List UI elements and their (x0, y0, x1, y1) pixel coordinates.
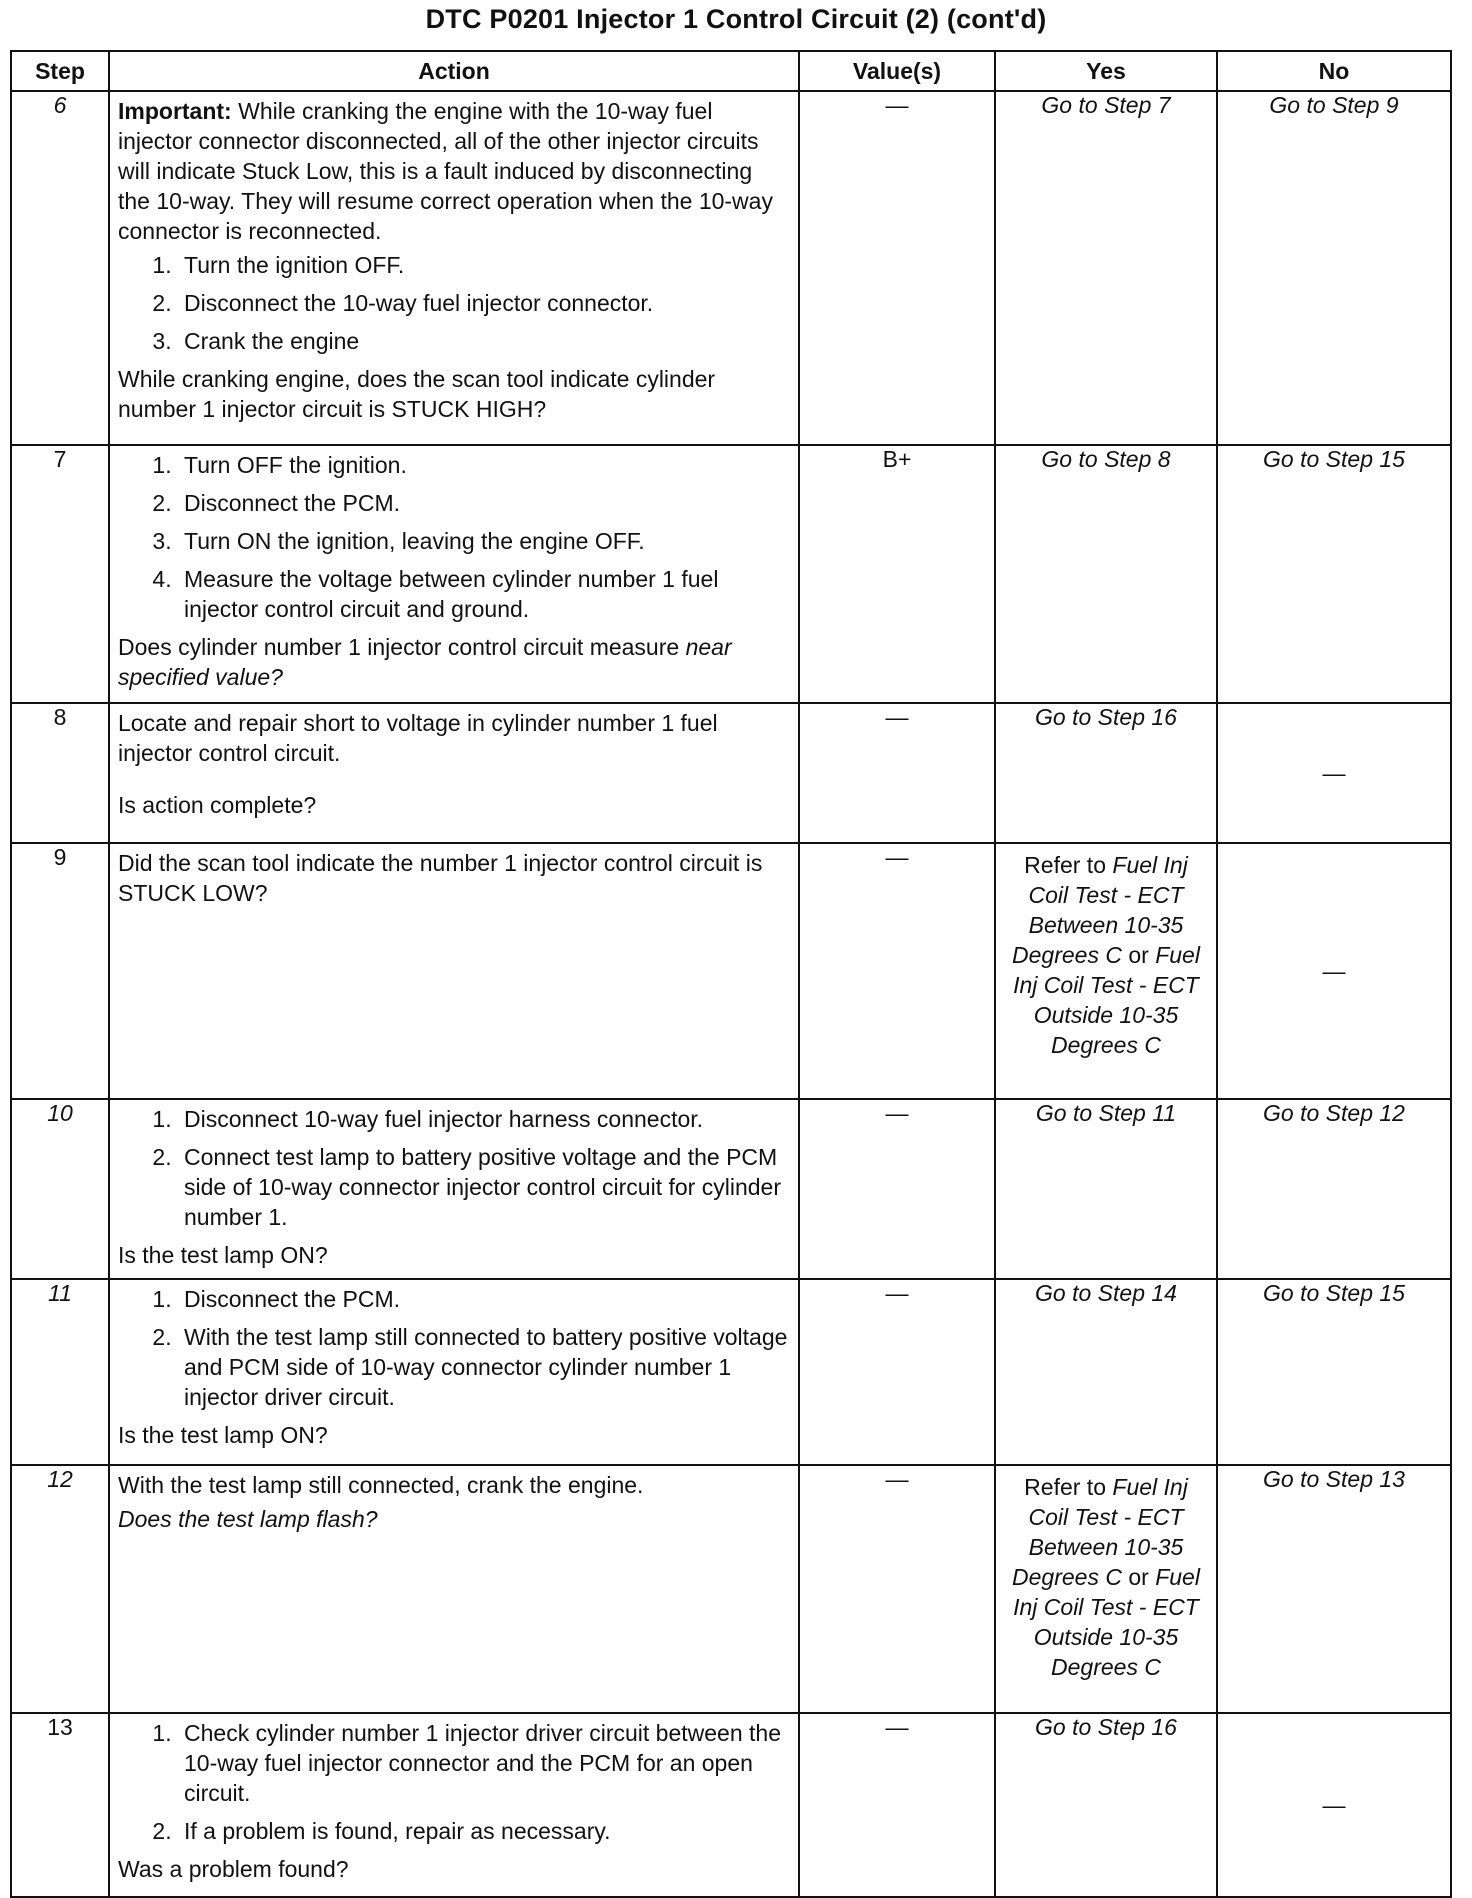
yes-cell (995, 1279, 1217, 1465)
table-row-step-11 (11, 1279, 1451, 1465)
reference-link-between[interactable]: Fuel Inj Coil Test - ECT Between 10-35 Degrees C (1012, 1474, 1188, 1590)
table-row-step-6 (11, 91, 1451, 445)
value-cell: — (799, 1279, 995, 1465)
action-text: Locate and repair short to voltage in cylinder number 1 fuel injector control circuit. (118, 710, 718, 766)
action-cell (109, 91, 799, 445)
value-cell: — (799, 843, 995, 1099)
value-cell: — (799, 91, 995, 445)
goto-link[interactable]: Go to Step 15 (1263, 446, 1405, 472)
goto-link[interactable]: Go to Step 9 (1269, 92, 1399, 118)
action-question: Does cylinder number 1 injector control circuit measure near specified value? (118, 634, 732, 690)
step-number: 8 (11, 703, 109, 843)
yes-cell (995, 1465, 1217, 1713)
reference-link-outside[interactable]: Fuel Inj Coil Test - ECT Outside 10-35 Degrees C (1013, 942, 1200, 1058)
action-step-1: 1. Check cylinder number 1 injector driver circuit between the 10-way fuel injector connector and the PCM for an open circuit. (178, 1718, 790, 1808)
action-cell (109, 1279, 799, 1465)
reference-text: Refer to Fuel Inj Coil Test - ECT Between 10-35 Degrees C or Fuel Inj Coil Test - ECT Outside 10-35 Degrees C (1012, 852, 1200, 1058)
value-cell: — (799, 1465, 995, 1713)
action-step-3: 3. Crank the engine (178, 326, 790, 356)
goto-link[interactable]: Go to Step 7 (1041, 92, 1171, 118)
action-cell (109, 1713, 799, 1897)
yes-cell (995, 445, 1217, 703)
no-cell: — (1217, 1713, 1451, 1897)
header-yes: Yes (995, 51, 1217, 91)
yes-cell (995, 91, 1217, 445)
goto-link[interactable]: Go to Step 12 (1263, 1100, 1405, 1126)
action-step-2: 2. With the test lamp still connected to battery positive voltage and PCM side of 10-way connector cylinder number 1 injector driver circuit. (178, 1322, 790, 1412)
action-text: Did the scan tool indicate the number 1 injector control circuit is STUCK LOW? (118, 850, 763, 906)
table-row-step-7 (11, 445, 1451, 703)
action-step-2: 2. Disconnect the PCM. (178, 488, 790, 518)
action-step-2: 2. Disconnect the 10-way fuel injector connector. (178, 288, 790, 318)
header-values: Value(s) (799, 51, 995, 91)
action-cell (109, 445, 799, 703)
goto-link[interactable]: Go to Step 16 (1035, 704, 1177, 730)
value-cell: B+ (799, 445, 995, 703)
value-cell: — (799, 1713, 995, 1897)
header-action: Action (109, 51, 799, 91)
no-cell: — (1217, 703, 1451, 843)
step-number: 10 (11, 1099, 109, 1279)
step-number: 13 (11, 1713, 109, 1897)
step-number: 11 (11, 1279, 109, 1465)
yes-cell (995, 1713, 1217, 1897)
value-cell: — (799, 703, 995, 843)
action-text: With the test lamp still connected, crank the engine. (118, 1472, 644, 1498)
no-cell: — (1217, 843, 1451, 1099)
no-cell (1217, 445, 1451, 703)
table-row-step-13 (11, 1713, 1451, 1897)
step-number: 12 (11, 1465, 109, 1713)
reference-link-outside[interactable]: Fuel Inj Coil Test - ECT Outside 10-35 Degrees C (1013, 1564, 1200, 1680)
reference-text: Refer to Fuel Inj Coil Test - ECT Between 10-35 Degrees C or Fuel Inj Coil Test - ECT Outside 10-35 Degrees C (1012, 1474, 1200, 1680)
header-no: No (1217, 51, 1451, 91)
header-row (11, 51, 1451, 91)
goto-link[interactable]: Go to Step 16 (1035, 1714, 1177, 1740)
action-cell (109, 703, 799, 843)
table-row-step-10 (11, 1099, 1451, 1279)
goto-link[interactable]: Go to Step 11 (1035, 1100, 1177, 1126)
action-step-1: 1. Turn OFF the ignition. (178, 450, 790, 480)
action-step-2: 2. If a problem is found, repair as necessary. (178, 1816, 790, 1846)
action-step-3: 3. Turn ON the ignition, leaving the engine OFF. (178, 526, 790, 556)
action-question: While cranking engine, does the scan tool indicate cylinder number 1 injector circuit is STUCK HIGH? (118, 366, 716, 422)
action-cell (109, 1099, 799, 1279)
action-question: Does the test lamp flash? (118, 1506, 378, 1532)
step-number: 9 (11, 843, 109, 1099)
action-question: Is action complete? (118, 792, 317, 818)
no-cell (1217, 91, 1451, 445)
action-step-1: 1. Disconnect 10-way fuel injector harness connector. (178, 1104, 790, 1134)
action-question: Is the test lamp ON? (118, 1422, 328, 1448)
value-cell: — (799, 1099, 995, 1279)
goto-link[interactable]: Go to Step 14 (1035, 1280, 1177, 1306)
action-step-2: 2. Connect test lamp to battery positive voltage and the PCM side of 10-way connector injector control circuit for cylinder number 1. (178, 1142, 790, 1232)
diagnostic-table (10, 50, 1452, 1898)
action-step-4: 4. Measure the voltage between cylinder number 1 fuel injector control circuit and ground. (178, 564, 790, 624)
page-title: DTC P0201 Injector 1 Control Circuit (2) (cont'd) (425, 4, 1047, 34)
no-cell (1217, 1465, 1451, 1713)
yes-cell (995, 1099, 1217, 1279)
table-row-step-12 (11, 1465, 1451, 1713)
important-note: Important: While cranking the engine with the 10-way fuel injector connector disconnected, all of the other injector circuits will indicate Stuck Low, this is a fault induced by disconnecting the 10-way. They will resume correct operation when the 10-way connector is reconnected. (118, 98, 773, 244)
header-step: Step (11, 51, 109, 91)
action-cell (109, 1465, 799, 1713)
table-row-step-8 (11, 703, 1451, 843)
action-step-1: 1. Disconnect the PCM. (178, 1284, 790, 1314)
action-question: Is the test lamp ON? (118, 1242, 328, 1268)
no-cell (1217, 1099, 1451, 1279)
goto-link[interactable]: Go to Step 15 (1263, 1280, 1405, 1306)
table-row-step-9 (11, 843, 1451, 1099)
action-step-1: 1. Turn the ignition OFF. (178, 250, 790, 280)
goto-link[interactable]: Go to Step 8 (1041, 446, 1171, 472)
yes-cell (995, 843, 1217, 1099)
no-cell (1217, 1279, 1451, 1465)
step-number: 7 (11, 445, 109, 703)
yes-cell (995, 703, 1217, 843)
step-number: 6 (11, 91, 109, 445)
reference-link-between[interactable]: Fuel Inj Coil Test - ECT Between 10-35 Degrees C (1012, 852, 1188, 968)
action-cell (109, 843, 799, 1099)
goto-link[interactable]: Go to Step 13 (1263, 1466, 1405, 1492)
action-question: Was a problem found? (118, 1856, 349, 1882)
